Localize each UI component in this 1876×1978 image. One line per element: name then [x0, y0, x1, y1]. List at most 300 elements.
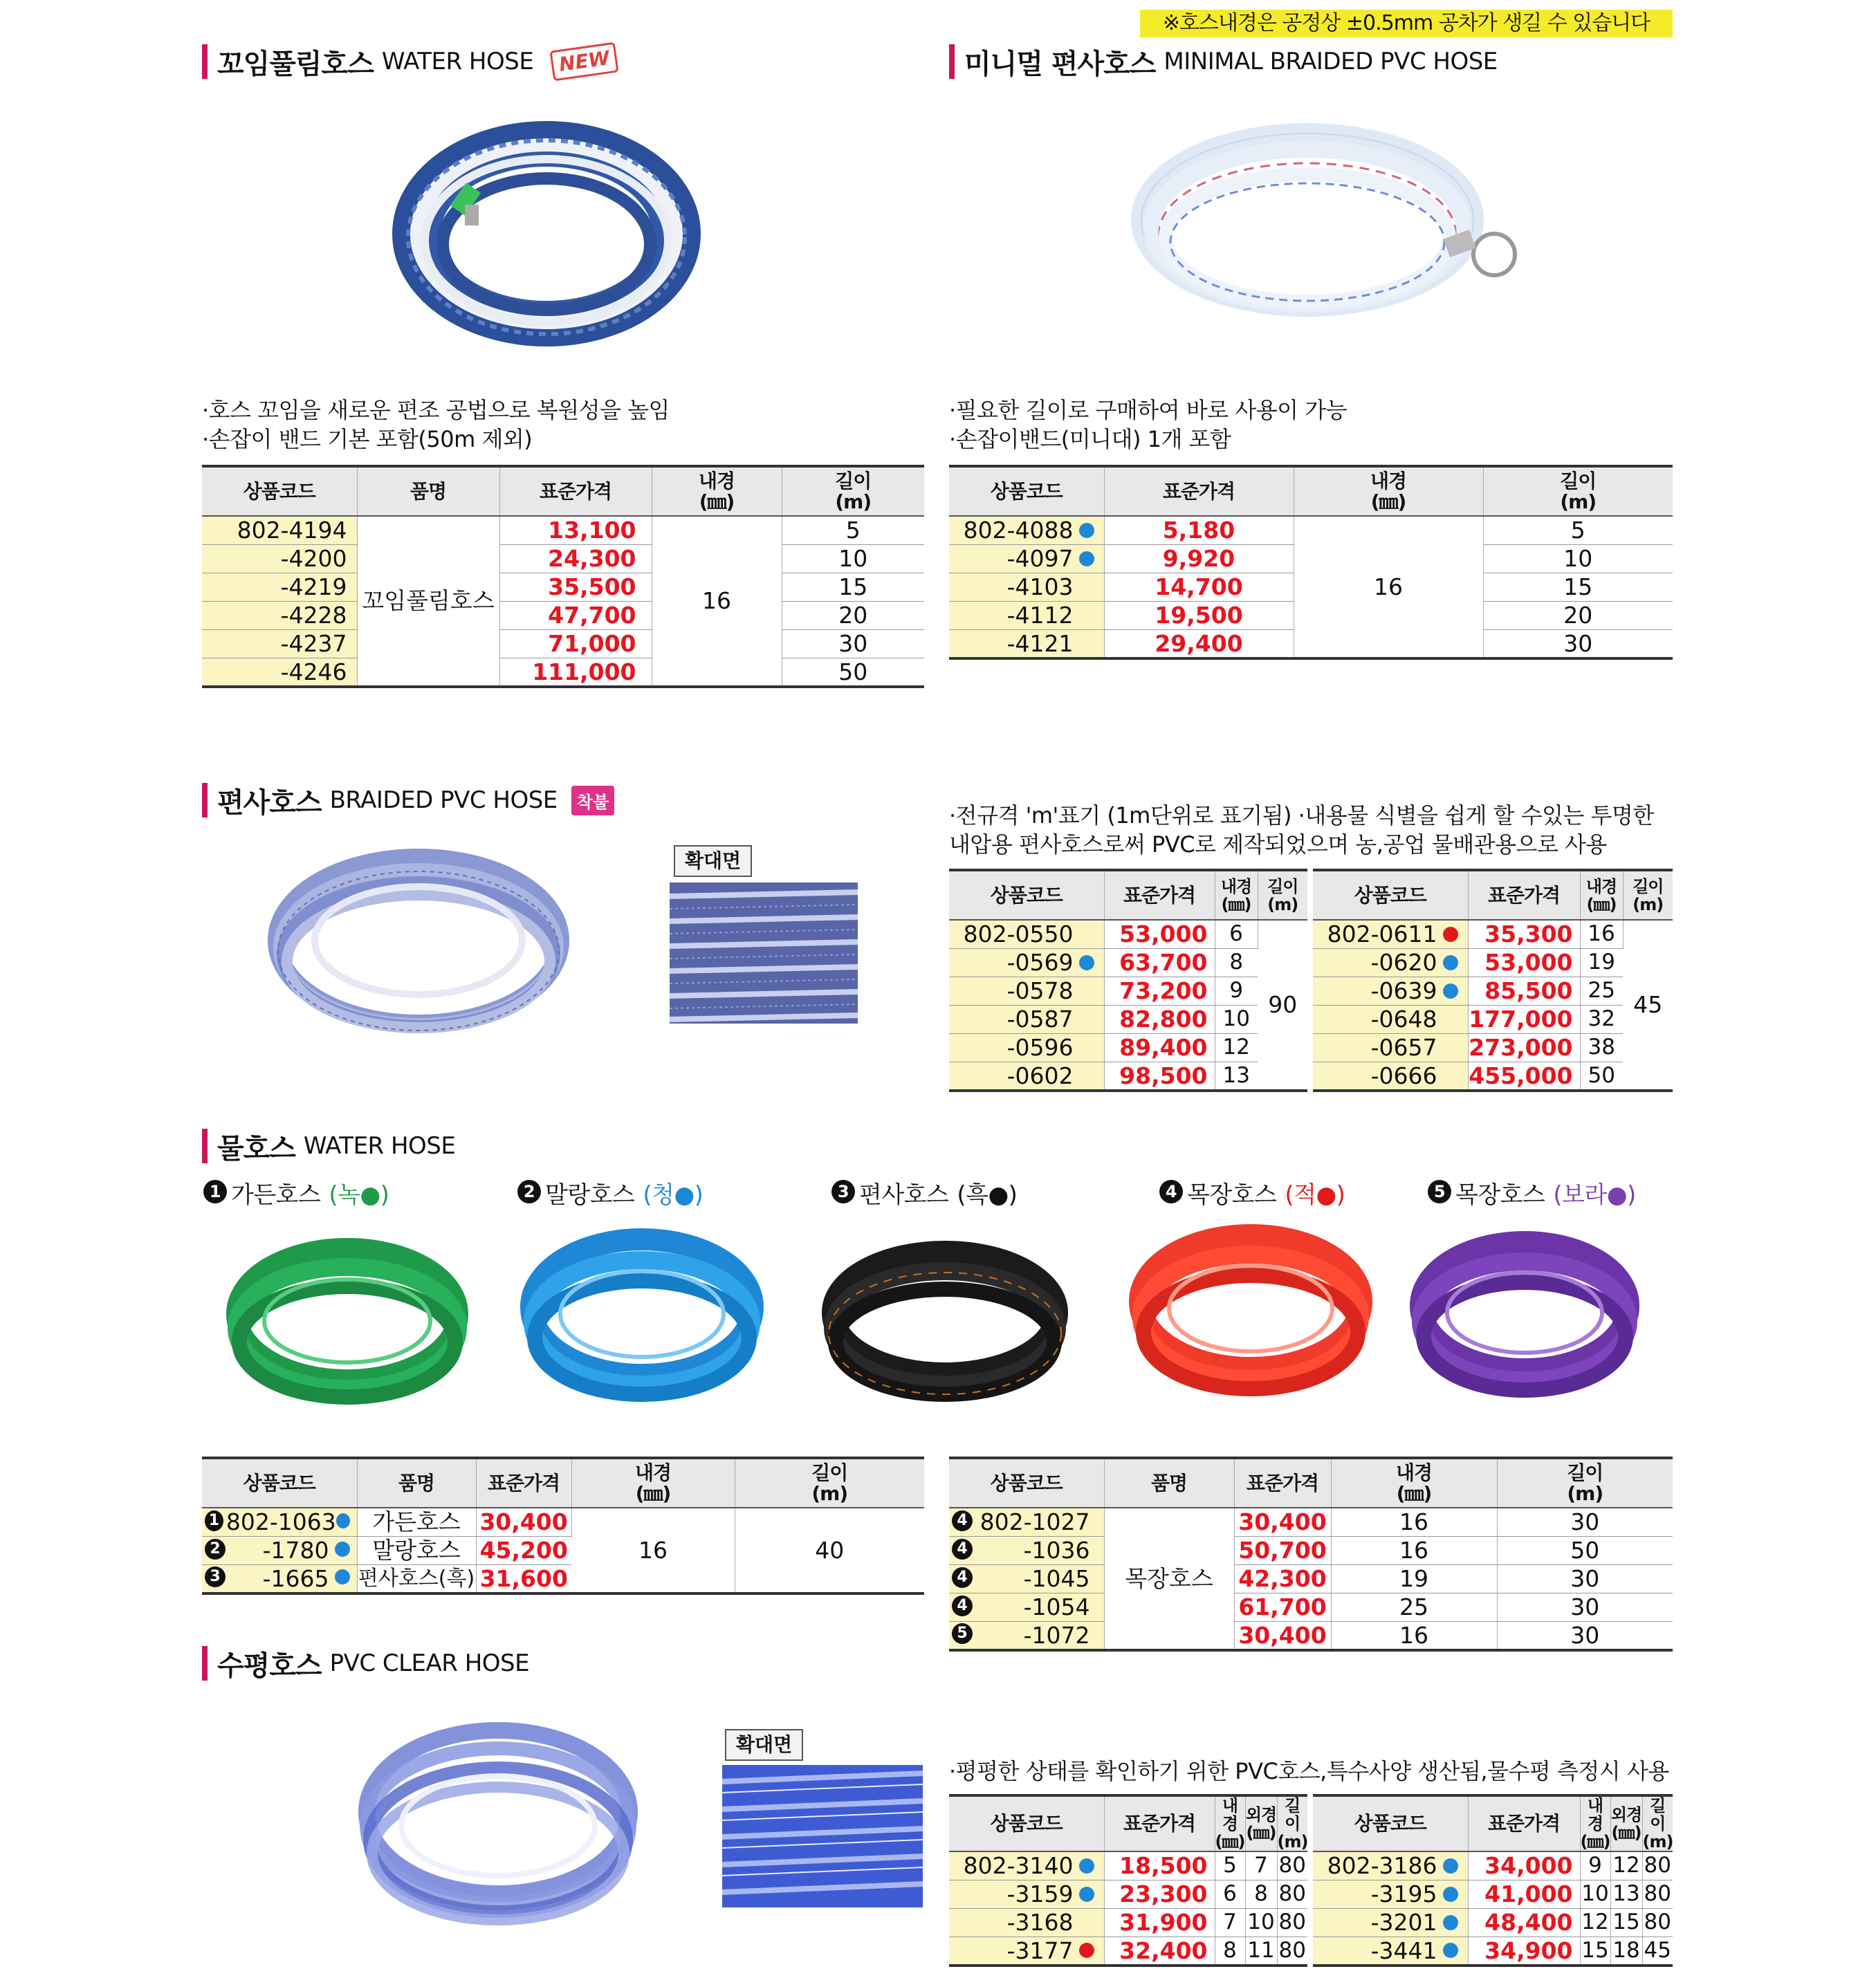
code-wrap	[949, 1565, 1090, 1592]
length: 80	[1277, 1851, 1307, 1880]
price: 53,000	[1104, 920, 1215, 948]
product-code: -0596	[949, 1033, 1104, 1062]
inner-diameter: 12	[1215, 1033, 1258, 1062]
length: 15	[782, 573, 924, 601]
product-code: -0639	[1370, 977, 1437, 1004]
product-code-cell	[1313, 977, 1468, 1005]
product-code-cell	[949, 1851, 1104, 1880]
product-code-cell	[1313, 1851, 1468, 1880]
product-name: 꼬임풀림호스	[357, 516, 499, 687]
header-inner-label: 내경	[634, 1461, 672, 1484]
price: 98,500	[1104, 1062, 1215, 1091]
price: 30,400	[1234, 1508, 1331, 1536]
header-outer-label: 외경	[1245, 1805, 1277, 1824]
product-code: -1665	[262, 1564, 329, 1592]
variant-color: (녹●)	[329, 1181, 389, 1209]
blue-dot-icon	[1079, 1858, 1094, 1874]
product-name: 가든호스	[357, 1508, 476, 1536]
price: 71,000	[499, 629, 652, 658]
clear-hose-table-right	[1313, 1794, 1673, 1967]
braided-pvc-hose-image	[263, 837, 574, 1044]
section-title-braided-pvc-hose	[202, 783, 614, 817]
product-code: -4246	[202, 658, 357, 687]
inner-diameter: 25	[1580, 977, 1623, 1005]
product-code: 802-1063	[226, 1508, 336, 1536]
price: 82,800	[1104, 1005, 1215, 1033]
product-code: -1045	[1023, 1565, 1090, 1592]
header-length-unit: (m)	[1277, 1832, 1308, 1851]
header-length-label: 길이	[811, 1461, 848, 1484]
number-4-icon: 4	[952, 1596, 973, 1616]
product-code: -1072	[1023, 1621, 1090, 1649]
product-code: -0620	[1370, 949, 1437, 976]
inner-diameter: 19	[1331, 1564, 1497, 1593]
price: 34,000	[1468, 1851, 1580, 1880]
price: 34,900	[1468, 1937, 1580, 1966]
section-title-water-hose	[202, 1129, 455, 1163]
tolerance-notice: ※호스내경은 공정상 ±0.5mm 공차가 생길 수 있습니다	[1140, 10, 1673, 37]
title-en: BRAIDED PVC HOSE	[329, 786, 558, 814]
inner-diameter: 16	[1580, 920, 1623, 948]
product-code: -4219	[202, 573, 357, 601]
price: 9,920	[1104, 544, 1294, 573]
product-code: -1780	[262, 1537, 329, 1564]
table-row	[949, 516, 1673, 544]
product-code-cell	[1313, 1908, 1468, 1937]
length: 5	[1483, 516, 1673, 544]
price: 73,200	[1104, 977, 1215, 1005]
header-inner-unit: (㎜)	[1221, 894, 1251, 914]
inner-diameter: 8	[1215, 948, 1258, 977]
braided-hose-table-right	[1313, 869, 1673, 1092]
variant-name: 목장호스	[1187, 1181, 1277, 1209]
product-code-cell	[949, 1508, 1104, 1536]
section-title-minimal-braided-hose	[949, 44, 1498, 79]
header-inner-label: 내경	[1585, 876, 1617, 896]
header-inner	[1580, 1795, 1610, 1851]
section5-bullets	[949, 1757, 1669, 1786]
header-length	[1483, 466, 1673, 516]
variant-name: 편사호스	[859, 1181, 949, 1209]
soft-hose-image	[517, 1224, 766, 1411]
inner-diameter: 9	[1580, 1851, 1610, 1880]
price: 19,500	[1104, 601, 1294, 629]
table-row	[202, 544, 924, 573]
header-code: 상품코드	[202, 466, 357, 516]
title-ko: 미니멀 편사호스	[964, 48, 1156, 80]
product-code: -4228	[202, 601, 357, 629]
product-code: -3168	[949, 1908, 1104, 1937]
product-code-cell	[1313, 948, 1468, 977]
table-row	[202, 658, 924, 687]
variant-color: (보라●)	[1553, 1181, 1636, 1209]
product-code: -3441	[1370, 1937, 1437, 1964]
inner-diameter: 38	[1580, 1033, 1623, 1062]
minimal-braided-hose-image	[1121, 109, 1536, 331]
bullet: ·호스 꼬임을 새로운 편조 공법으로 복원성을 높임	[202, 397, 670, 423]
header-price: 표준가격	[1234, 1458, 1331, 1508]
length: 80	[1642, 1880, 1673, 1908]
variant-name: 가든호스	[231, 1181, 321, 1209]
table-row	[949, 1851, 1307, 1880]
blue-dot-icon	[335, 1569, 350, 1584]
inner-diameter: 5	[1215, 1851, 1245, 1880]
price: 42,300	[1234, 1564, 1331, 1593]
header-price: 표준가격	[1104, 870, 1215, 920]
variant-color: (청●)	[643, 1181, 704, 1209]
header-name: 품명	[357, 466, 499, 516]
table-row	[949, 1033, 1307, 1062]
length: 30	[1497, 1564, 1673, 1593]
header-length	[1623, 870, 1673, 920]
header-inner-label: 내경	[698, 469, 735, 492]
product-code-cell	[949, 516, 1104, 544]
header-inner-label: 내경	[1220, 876, 1252, 896]
inner-diameter: 16	[1331, 1508, 1497, 1536]
header-length	[1497, 1458, 1673, 1508]
length: 20	[1483, 601, 1673, 629]
table-row	[949, 1005, 1307, 1033]
price: 53,000	[1468, 948, 1580, 977]
header-inner	[1294, 466, 1483, 516]
price: 35,500	[499, 573, 652, 601]
price: 31,900	[1104, 1908, 1215, 1937]
header-length-label: 길이	[1560, 469, 1597, 492]
product-code: -3177	[1006, 1937, 1074, 1964]
section1-bullets	[202, 396, 670, 454]
blue-dot-icon	[1079, 551, 1094, 566]
product-code: -4237	[202, 629, 357, 658]
header-price: 표준가격	[1468, 1795, 1580, 1851]
header-inner	[652, 466, 782, 516]
number-4-icon: 4	[1159, 1180, 1183, 1203]
clear-hose-table-left	[949, 1794, 1307, 1967]
number-4-icon: 4	[952, 1567, 973, 1588]
product-code-cell	[202, 1508, 357, 1536]
number-2-icon: 2	[205, 1539, 226, 1560]
header-length-label: 길이	[835, 469, 872, 492]
header-name: 품명	[357, 1458, 476, 1508]
product-code-cell	[949, 1880, 1104, 1908]
header-code: 상품코드	[1313, 870, 1468, 920]
clear-hose-closeup-image	[722, 1765, 923, 1907]
table-row	[949, 1508, 1673, 1536]
product-code-cell	[949, 544, 1104, 573]
product-code-cell	[202, 1536, 357, 1564]
price: 61,700	[1234, 1593, 1331, 1621]
title-ko: 수평호스	[217, 1649, 322, 1682]
outer-diameter: 11	[1245, 1937, 1277, 1966]
code-wrap	[949, 1508, 1090, 1535]
length: 45	[1623, 920, 1673, 1091]
product-code-cell	[949, 1621, 1104, 1650]
length: 50	[1497, 1536, 1673, 1564]
header-inner-unit: (㎜)	[1396, 1481, 1432, 1505]
table-row	[949, 1062, 1307, 1091]
inner-diameter: 6	[1215, 920, 1258, 948]
header-length	[1258, 870, 1307, 920]
product-code: -0587	[949, 1005, 1104, 1033]
title-en: WATER HOSE	[303, 1132, 456, 1160]
price: 30,400	[1234, 1621, 1331, 1650]
header-outer-unit: (㎜)	[1611, 1823, 1642, 1842]
code-wrap	[202, 1508, 350, 1535]
price: 47,700	[499, 601, 652, 629]
product-code: -4103	[949, 573, 1104, 601]
cod-badge: 착불	[571, 786, 614, 815]
length: 80	[1277, 1908, 1307, 1937]
product-code-cell	[949, 1536, 1104, 1564]
inner-diameter: 16	[1294, 516, 1483, 658]
outer-diameter: 10	[1245, 1908, 1277, 1937]
length: 30	[1497, 1508, 1673, 1536]
price: 85,500	[1468, 977, 1580, 1005]
header-length-unit: (m)	[835, 490, 872, 513]
price: 23,300	[1104, 1880, 1215, 1908]
inner-diameter: 10	[1580, 1880, 1610, 1908]
table-row	[1313, 1851, 1673, 1880]
header-inner-unit: (㎜)	[699, 490, 735, 513]
title-ko: 물호스	[217, 1132, 295, 1165]
length: 20	[782, 601, 924, 629]
inner-diameter: 6	[1215, 1880, 1245, 1908]
product-code: -4097	[1006, 545, 1074, 572]
length: 30	[1497, 1621, 1673, 1650]
table-row	[202, 573, 924, 601]
header-length-label: 길이	[1650, 1796, 1666, 1833]
header-length-unit: (m)	[1560, 490, 1597, 513]
variant-color: (적●)	[1285, 1181, 1345, 1209]
length: 80	[1277, 1937, 1307, 1966]
bullet: ·전규격 'm'표기 (1m단위로 표기됨) ·내용물 식별을 쉽게 할 수있는 투명한	[949, 802, 1654, 829]
blue-dot-icon	[1443, 1887, 1458, 1902]
pvc-clear-hose-image	[353, 1708, 643, 1943]
product-code-cell	[949, 948, 1104, 977]
header-inner-unit: (㎜)	[1370, 490, 1406, 513]
length: 30	[1483, 629, 1673, 658]
inner-diameter: 8	[1215, 1937, 1245, 1966]
header-inner	[1331, 1458, 1497, 1508]
table-row	[949, 948, 1307, 977]
number-4-icon: 4	[952, 1510, 973, 1531]
table-row	[1313, 948, 1673, 977]
number-4-icon: 4	[952, 1539, 973, 1560]
number-1-icon: 1	[203, 1180, 227, 1203]
table-row	[949, 1908, 1307, 1937]
product-code-cell	[949, 1564, 1104, 1593]
table-row	[1313, 977, 1673, 1005]
variant-name: 목장호스	[1455, 1181, 1545, 1209]
header-inner-unit: (㎜)	[1586, 894, 1617, 914]
number-5-icon: 5	[952, 1623, 973, 1644]
number-3-icon: 3	[205, 1566, 226, 1587]
inner-diameter: 16	[571, 1508, 735, 1593]
price: 35,300	[1468, 920, 1580, 948]
inner-diameter: 12	[1580, 1908, 1610, 1937]
minimal-braided-hose-table	[949, 465, 1673, 660]
price: 48,400	[1468, 1908, 1580, 1937]
twist-free-hose-image	[387, 102, 706, 351]
header-price: 표준가격	[1104, 466, 1294, 516]
blue-dot-icon	[336, 1513, 350, 1528]
twist-free-hose-table	[202, 465, 924, 688]
header-length-unit: (m)	[811, 1481, 848, 1505]
product-code-cell	[949, 1593, 1104, 1621]
blue-dot-icon	[1443, 1943, 1458, 1958]
outer-diameter: 15	[1610, 1908, 1642, 1937]
table-row	[949, 1593, 1673, 1621]
blue-dot-icon	[1443, 983, 1458, 999]
header-code: 상품코드	[949, 466, 1104, 516]
inner-diameter: 9	[1215, 977, 1258, 1005]
header-name: 품명	[1104, 1458, 1234, 1508]
table-row	[1313, 1908, 1673, 1937]
product-code: 802-4194	[202, 516, 357, 544]
length: 15	[1483, 573, 1673, 601]
price: 45,200	[476, 1536, 571, 1564]
inner-diameter: 16	[1331, 1536, 1497, 1564]
table-row	[202, 629, 924, 658]
code-wrap	[949, 1593, 1090, 1620]
header-inner-label: 내경	[1587, 1796, 1603, 1833]
inner-diameter: 32	[1580, 1005, 1623, 1033]
price: 13,100	[499, 516, 652, 544]
blue-dot-icon	[335, 1542, 350, 1557]
title-en: PVC CLEAR HOSE	[329, 1649, 530, 1677]
header-length-unit: (m)	[1567, 1481, 1603, 1505]
product-code: -1036	[1023, 1537, 1090, 1564]
header-inner-unit: (㎜)	[1215, 1832, 1245, 1851]
table-row	[949, 1621, 1673, 1650]
header-price: 표준가격	[1468, 870, 1580, 920]
product-code: -3159	[1006, 1880, 1074, 1907]
product-name: 말랑호스	[357, 1536, 476, 1564]
title-ko: 꼬임풀림호스	[217, 48, 374, 80]
variant-label-farm-hose-red	[1159, 1176, 1345, 1210]
table-row	[202, 601, 924, 629]
braided-hose-closeup-image	[670, 882, 858, 1024]
inner-diameter: 16	[652, 516, 782, 687]
header-length-label: 길이	[1285, 1796, 1300, 1833]
section-title-pvc-clear-hose	[202, 1646, 529, 1681]
code-wrap	[202, 1565, 350, 1592]
water-hose-table-left	[202, 1457, 924, 1595]
outer-diameter: 12	[1610, 1851, 1642, 1880]
length: 30	[1497, 1593, 1673, 1621]
outer-diameter: 7	[1245, 1851, 1277, 1880]
product-code: -0602	[949, 1062, 1104, 1091]
variant-label-braided-black	[831, 1176, 1017, 1210]
length: 10	[782, 544, 924, 573]
table-row	[949, 1536, 1673, 1564]
title-en: WATER HOSE	[381, 48, 534, 75]
code-wrap	[949, 1622, 1090, 1649]
length: 45	[1642, 1937, 1673, 1966]
title-en: MINIMAL BRAIDED PVC HOSE	[1164, 48, 1498, 75]
product-code: -0578	[949, 977, 1104, 1005]
product-code: -4112	[949, 601, 1104, 629]
product-code: 802-0611	[1327, 921, 1437, 948]
blue-dot-icon	[1079, 955, 1094, 970]
length: 90	[1258, 920, 1307, 1091]
header-inner	[1580, 870, 1623, 920]
table-row	[949, 977, 1307, 1005]
product-code: -0648	[1313, 1005, 1468, 1033]
table-row	[949, 1880, 1307, 1908]
header-inner-label: 내경	[1395, 1461, 1433, 1484]
magnify-label: 확대면	[674, 845, 752, 877]
product-code: 802-3186	[1327, 1852, 1437, 1880]
product-code: -3195	[1370, 1880, 1437, 1907]
header-length-label: 길이	[1567, 1461, 1603, 1484]
table-row	[949, 1937, 1307, 1966]
product-code: 802-4088	[963, 517, 1074, 544]
length: 30	[782, 629, 924, 658]
product-code: 802-1027	[980, 1508, 1090, 1536]
code-wrap	[949, 1537, 1090, 1564]
variant-label-soft-hose	[517, 1176, 703, 1210]
product-code-cell	[202, 1564, 357, 1593]
product-code-cell	[1313, 1937, 1468, 1966]
product-code: -4200	[202, 544, 357, 573]
product-code: -3201	[1370, 1909, 1437, 1936]
red-dot-icon	[1443, 927, 1458, 942]
braided-black-hose-image	[820, 1237, 1069, 1409]
header-length	[735, 1458, 924, 1508]
length: 80	[1277, 1880, 1307, 1908]
braided-hose-table-left	[949, 869, 1307, 1092]
new-badge: NEW	[550, 42, 620, 82]
price: 177,000	[1468, 1005, 1580, 1033]
inner-diameter: 25	[1331, 1593, 1497, 1621]
header-length-unit: (m)	[1633, 894, 1664, 914]
product-code: -4121	[949, 629, 1104, 658]
header-length-label: 길이	[1267, 876, 1298, 896]
header-outer-unit: (㎜)	[1246, 1823, 1276, 1842]
header-inner-unit: (㎜)	[635, 1481, 671, 1505]
section-title-twist-free-hose	[202, 44, 618, 79]
product-code: -0657	[1313, 1033, 1468, 1062]
header-length-unit: (m)	[1642, 1832, 1673, 1851]
price: 89,400	[1104, 1033, 1215, 1062]
bullet: ·손잡이밴드(미니대) 1개 포함	[949, 426, 1231, 452]
length: 50	[782, 658, 924, 687]
section2-bullets	[949, 396, 1347, 454]
price: 24,300	[499, 544, 652, 573]
table-row	[1313, 1033, 1673, 1062]
inner-diameter: 15	[1580, 1937, 1610, 1966]
bullet: ·평평한 상태를 확인하기 위한 PVC호스,특수사양 생산됨,물수평 측정시 사용	[949, 1758, 1669, 1784]
header-code: 상품코드	[949, 870, 1104, 920]
outer-diameter: 13	[1610, 1880, 1642, 1908]
header-length-unit: (m)	[1267, 894, 1298, 914]
table-row	[202, 516, 924, 544]
header-inner	[1215, 1795, 1245, 1851]
variant-name: 말랑호스	[545, 1181, 635, 1209]
blue-dot-icon	[1443, 1858, 1458, 1874]
header-code: 상품코드	[949, 1458, 1104, 1508]
number-1-icon: 1	[205, 1510, 223, 1531]
header-price: 표준가격	[1104, 1795, 1215, 1851]
price: 455,000	[1468, 1062, 1580, 1091]
farm-hose-red-image	[1126, 1219, 1375, 1405]
header-code: 상품코드	[202, 1458, 357, 1508]
red-dot-icon	[1079, 1943, 1094, 1958]
title-ko: 편사호스	[217, 786, 322, 819]
price: 41,000	[1468, 1880, 1580, 1908]
bullet: 내압용 편사호스로써 PVC로 제작되었으며 농,공업 물배관용으로 사용	[949, 831, 1607, 858]
table-row	[949, 920, 1307, 948]
